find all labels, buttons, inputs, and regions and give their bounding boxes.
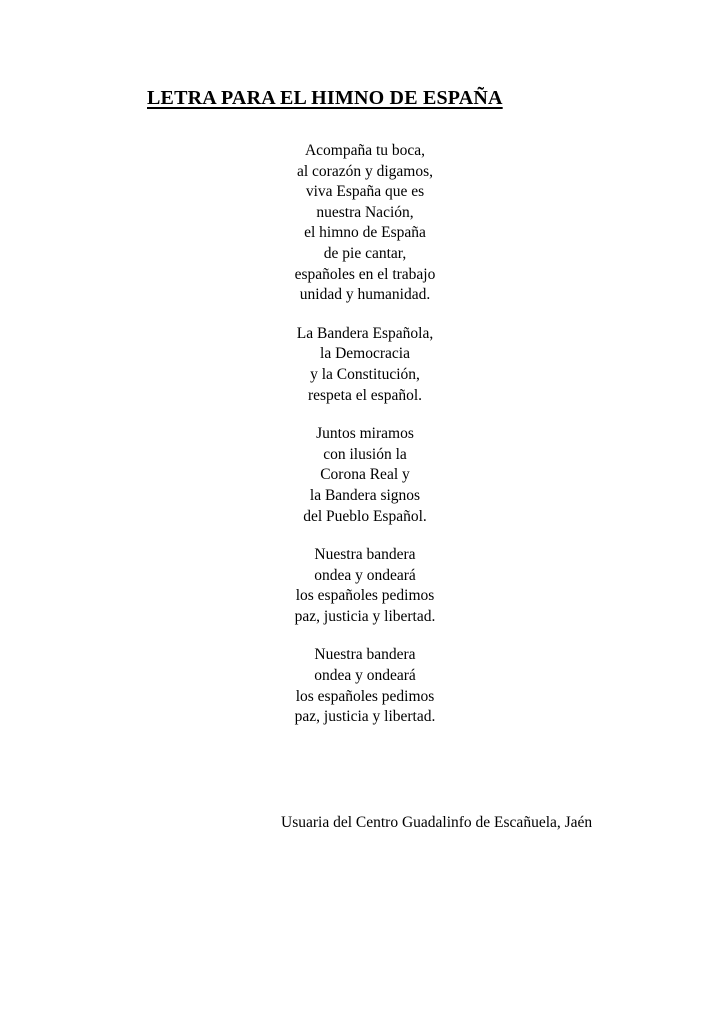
poem-line: ondea y ondeará [314, 667, 416, 685]
poem-line: Juntos miramos [316, 425, 414, 443]
stanza-1 [255, 141, 475, 306]
stanza-5 [255, 645, 475, 727]
poem-line: al corazón y digamos, [296, 162, 433, 180]
poem-line: el himno de España [304, 224, 426, 242]
poem [255, 141, 475, 746]
document-title: LETRA PARA EL HIMNO DE ESPAÑA [147, 87, 503, 109]
poem-line: españoles en el trabajo [294, 265, 436, 283]
stanza-3 [255, 424, 475, 527]
poem-line: paz, justicia y libertad. [294, 607, 436, 625]
poem-line: viva España que es [305, 183, 425, 201]
poem-line: la Bandera signos [309, 486, 421, 504]
poem-line: respeta el español. [307, 386, 423, 404]
poem-line: del Pueblo Español. [303, 507, 427, 525]
poem-line: Acompaña tu boca, [304, 142, 426, 159]
poem-line: unidad y humanidad. [299, 286, 431, 304]
stanza-2 [255, 324, 475, 406]
poem-line: con ilusión la [323, 445, 407, 463]
poem-line: y la Constitución, [310, 365, 420, 383]
poem-line: la Democracia [320, 345, 410, 363]
poem-line: paz, justicia y libertad. [294, 708, 436, 726]
poem-line: ondea y ondeará [314, 566, 416, 584]
poem-line: los españoles pedimos [295, 587, 435, 605]
poem-line: de pie cantar, [323, 244, 407, 262]
poem-line: Nuestra bandera [314, 546, 416, 564]
poem-line: La Bandera Española, [296, 324, 434, 342]
stanza-4 [255, 545, 475, 627]
poem-line: Nuestra bandera [314, 646, 416, 664]
poem-line: Corona Real y [320, 466, 410, 484]
author-credit: Usuaria del Centro Guadalinfo de Escañuela, Jaén [281, 814, 593, 831]
poem-line: los españoles pedimos [295, 687, 435, 705]
poem-line: nuestra Nación, [316, 203, 414, 221]
